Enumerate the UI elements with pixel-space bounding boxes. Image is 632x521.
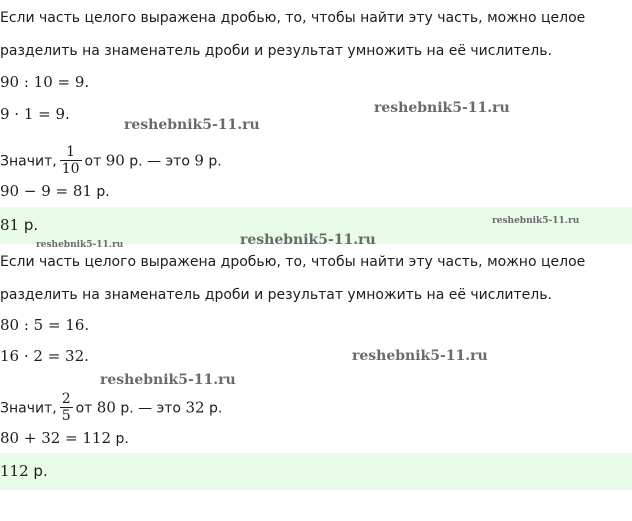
watermark: reshebnik5-11.ru — [374, 100, 510, 116]
fraction — [60, 145, 82, 176]
conclusion-unit-1: р. — это — [129, 153, 190, 170]
result-expression: 80 + 32 = 112 — [0, 429, 112, 447]
answer-value: 81 — [0, 216, 20, 234]
answer-line — [0, 215, 38, 235]
rule-text-line-1: Если часть целого выражена дробью, то, чтобы найти эту часть, можно целое — [0, 10, 586, 26]
calc-step-division: 80 : 5 = 16. — [0, 316, 90, 334]
result-expression: 90 − 9 = 81 — [0, 182, 92, 200]
conclusion-line — [0, 146, 222, 177]
answer-line — [0, 461, 48, 481]
conclusion-value-whole: 80 — [96, 398, 116, 417]
rule-text-line-2: разделить на знаменатель дроби и результат умножить на её числитель. — [0, 43, 552, 59]
fraction-denominator: 5 — [61, 408, 71, 424]
fraction-denominator: 10 — [61, 161, 80, 177]
watermark: reshebnik5-11.ru — [352, 348, 488, 364]
calc-step-result — [0, 181, 110, 202]
conclusion-mid: от — [75, 400, 93, 417]
result-unit: р. — [115, 431, 129, 447]
conclusion-value-part: 9 — [194, 151, 204, 170]
watermark: reshebnik5-11.ru — [240, 232, 376, 248]
conclusion-value-part: 32 — [185, 398, 205, 417]
fraction-numerator: 1 — [60, 145, 82, 161]
calc-step-multiplication: 9 · 1 = 9. — [0, 105, 70, 123]
watermark: reshebnik5-11.ru — [124, 117, 260, 133]
watermark: reshebnik5-11.ru — [492, 216, 580, 226]
calc-step-multiplication: 16 · 2 = 32. — [0, 347, 89, 365]
watermark: reshebnik5-11.ru — [36, 240, 124, 250]
answer-value: 112 — [0, 462, 29, 480]
calc-step-division: 90 : 10 = 9. — [0, 73, 90, 91]
conclusion-unit-1: р. — это — [120, 400, 181, 417]
fraction-numerator: 2 — [61, 391, 71, 407]
conclusion-unit-2: р. — [208, 153, 222, 170]
calc-step-result — [0, 428, 129, 449]
conclusion-prefix: Значит, — [0, 400, 57, 417]
conclusion-unit-2: р. — [209, 400, 223, 417]
conclusion-mid: от — [84, 153, 102, 170]
rule-text-line-2: разделить на знаменатель дроби и результат умножить на её числитель. — [0, 287, 552, 303]
rule-text-line-1: Если часть целого выражена дробью, то, чтобы найти эту часть, можно целое — [0, 254, 586, 270]
result-unit: р. — [96, 184, 110, 200]
conclusion-value-whole: 90 — [105, 151, 125, 170]
conclusion-prefix: Значит, — [0, 153, 57, 170]
answer-unit: р. — [23, 216, 39, 234]
answer-box — [0, 453, 632, 490]
answer-unit: р. — [33, 462, 48, 480]
fraction — [60, 392, 73, 423]
watermark: reshebnik5-11.ru — [100, 372, 236, 388]
conclusion-line — [0, 393, 222, 424]
